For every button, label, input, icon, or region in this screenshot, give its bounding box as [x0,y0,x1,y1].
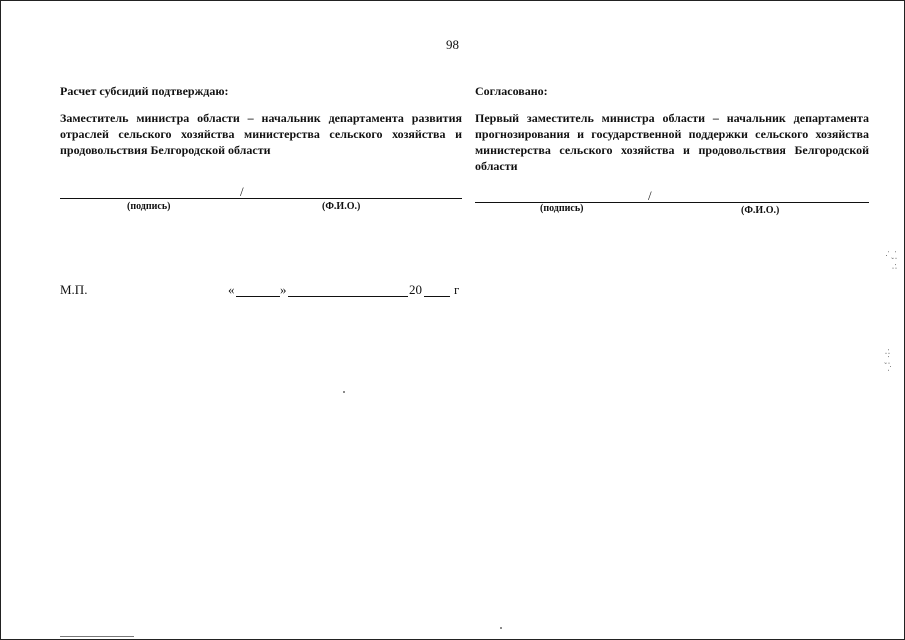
right-position-text: Первый заместитель министра области – начальник департамента прогнозирования и государственной поддержки сельского хозяйства министерства сельского хозяйства и продовольствия Белгородской области [475,111,869,173]
scan-artifact-top: · ; ·: ˙· [881,250,900,271]
left-signature-slash: / [240,184,244,199]
left-caption-name: (Ф.И.О.) [322,201,361,212]
date-year-prefix: 20 [409,282,422,297]
date-open-quote: « [228,282,235,297]
left-signature-line [60,198,462,199]
page-number: 98 [446,37,459,52]
date-month-blank [288,296,408,297]
date-year-blank [424,296,450,297]
scan-artifact-bottom: ·:· ;˙· [883,348,893,373]
scan-dot-1 [343,391,345,393]
date-day-blank [236,296,280,297]
date-field [228,282,468,300]
right-heading: Согласовано: [475,84,548,98]
stamp-label: М.П. [60,282,88,297]
right-signature-slash: / [648,188,652,203]
left-caption-signature: (подпись) [127,201,171,212]
left-heading: Расчет субсидий подтверждаю: [60,84,229,98]
scan-bottom-line [60,636,134,637]
scan-dot-2 [500,627,502,629]
left-position-text: Заместитель министра области – начальник департамента развития отраслей сельского хозяйства министерства сельского хозяйства и продовольствия Белгородской области [60,111,462,157]
right-caption-name: (Ф.И.О.) [741,205,780,216]
right-caption-signature: (подпись) [540,203,584,214]
date-year-suffix: г [454,282,460,297]
date-close-quote: » [280,282,287,297]
right-signature-line [475,202,869,203]
